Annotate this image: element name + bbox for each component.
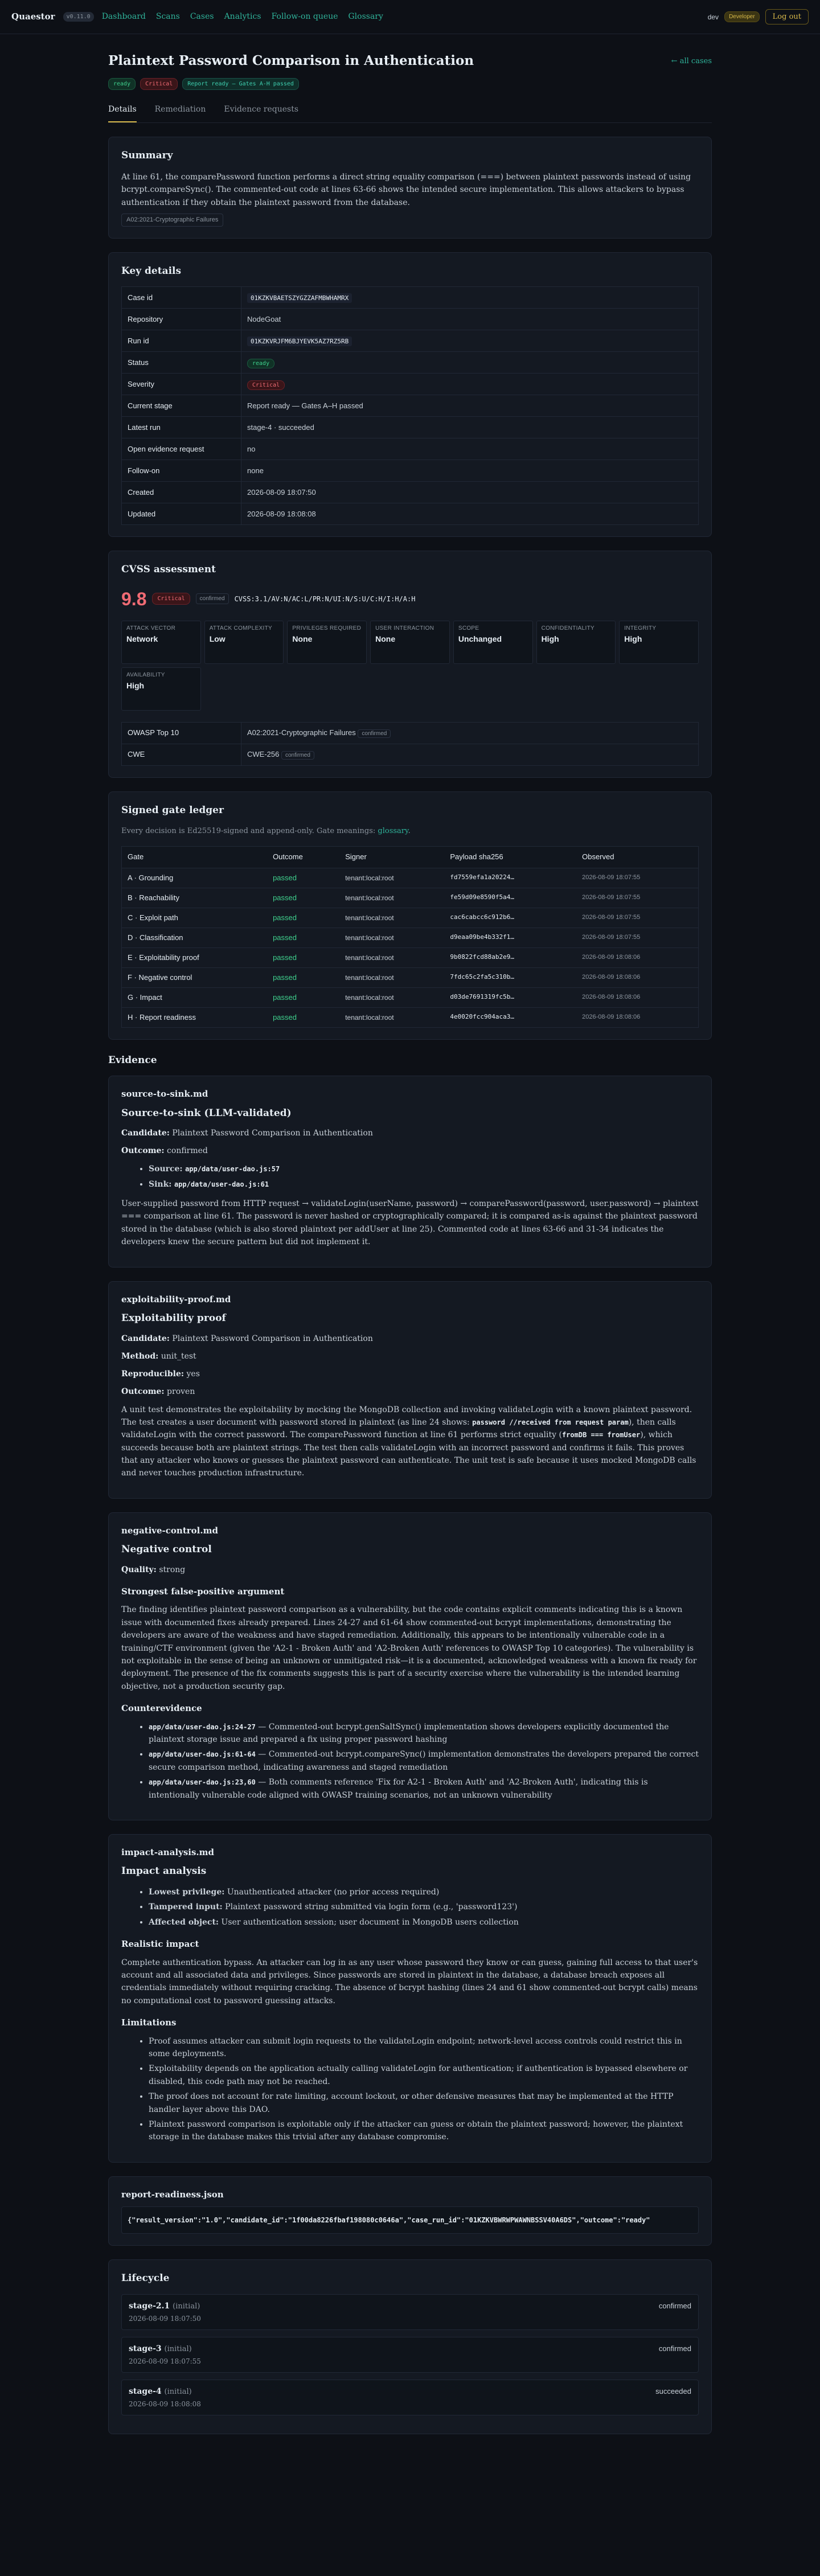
evidence-filename: source-to-sink.md [121, 1089, 208, 1100]
gate-observed: 2026-08-09 18:08:06 [576, 987, 698, 1007]
body-text: Plaintext password string submitted via login form (e.g., 'password123') [222, 1902, 518, 1912]
table-row [122, 395, 699, 417]
table-row [122, 868, 699, 888]
key-details-table [121, 286, 699, 525]
field-label: Outcome: [121, 1387, 165, 1396]
field-label: Outcome: [121, 1146, 165, 1156]
evidence-filename: impact-analysis.md [121, 1847, 214, 1857]
table-row [122, 352, 699, 374]
field-label: Method: [121, 1351, 159, 1361]
ledger-header-row [122, 846, 699, 868]
body-text: — Commented-out bcrypt.compareSync() implementation demonstrates the developers prepared the correct secure comparison method, indicating awareness and staged remediation [149, 1750, 699, 1772]
fp-text: The finding identifies plaintext password comparison as a vulnerability, but the code contains explicit comments indicating this is a known issue with documented fixes already prepared. Lines 24-27 and 61-64 show commented-out bcrypt implementations, demonstrating the developers are aware of the weakness and have staged remediation. Additionally, this appears to be intentionally vulnerable code in a training/CTF environment (given the 'A2-1 - Broken Auth' and 'A2-Broken Auth' references to OWASP Top 10 categories). The vulnerability is not exploitable in the sense of being an unknown or unmitigated risk—it is a documented, acknowledged weakness with a known fix ready for deployment. The presence of the fix comments suggests this is part of a security exercise where the vulnerability is the intended learning objective, not a production security gap. [121, 1605, 697, 1691]
metric-label: CONFIDENTIALITY [541, 625, 594, 631]
table-row [122, 482, 699, 503]
table-row [122, 888, 699, 908]
top-nav [0, 0, 820, 34]
lifecycle-card [108, 2259, 712, 2434]
lifecycle-time: 2026-08-09 18:07:50 [129, 2314, 201, 2323]
nav-links [102, 11, 383, 23]
list-item [149, 1748, 699, 1774]
source-location: app/data/user-dao.js:57 [185, 1165, 280, 1174]
field-label: Quality: [121, 1565, 157, 1574]
list-item [149, 1776, 699, 1802]
metric-label: USER INTERACTION [375, 625, 434, 631]
evidence-filename: report-readiness.json [121, 2189, 224, 2200]
lifecycle-item [121, 2337, 699, 2373]
lifecycle-initial: (initial) [164, 2344, 192, 2353]
gate-payload-hash: fd7559efa1a20224… [444, 868, 576, 888]
created-value: 2026-08-09 18:07:50 [241, 482, 699, 503]
table-row [122, 967, 699, 987]
lifecycle-status: confirmed [658, 2301, 691, 2310]
cwe-value: CWE-256 [247, 750, 280, 759]
updated-value: 2026-08-09 18:08:08 [241, 503, 699, 525]
reproducible-value: yes [186, 1369, 200, 1379]
field-label: Candidate: [121, 1129, 170, 1138]
body-text: A unit test demonstrates the exploitability by mocking the MongoDB collection and invoking validateLogin with a known plaintext password. The test creates a user document with password stored in plaintext (as line 24 shows: [121, 1405, 692, 1427]
evidence-impact-analysis [108, 1834, 712, 2163]
gate-name: F · Negative control [122, 967, 268, 987]
gate-name: A · Grounding [122, 868, 268, 888]
metric-scope [453, 621, 533, 664]
field-label: Affected object: [149, 1917, 219, 1927]
open-evidence-value: no [241, 438, 699, 460]
col-payload: Payload sha256 [444, 846, 576, 868]
gate-observed: 2026-08-09 18:08:06 [576, 947, 698, 967]
metric-value: High [126, 680, 145, 690]
kv-key: Open evidence request [122, 438, 241, 460]
owasp-value: A02:2021-Cryptographic Failures [247, 728, 356, 737]
lifecycle-time: 2026-08-09 18:07:55 [129, 2357, 201, 2365]
cwe-confirmed-badge: confirmed [281, 751, 314, 760]
lifecycle-initial: (initial) [164, 2387, 192, 2396]
ledger-heading: Signed gate ledger [121, 804, 224, 816]
counterevidence-heading: Counterevidence [121, 1703, 202, 1714]
lifecycle-initial: (initial) [173, 2302, 200, 2311]
metric-label: SCOPE [458, 625, 479, 631]
table-row [122, 1007, 699, 1027]
gate-signer: tenant:local:root [339, 908, 444, 928]
follow-on-value: none [241, 460, 699, 482]
sink-location: app/data/user-dao.js:61 [174, 1180, 269, 1188]
cvss-metrics [121, 621, 699, 664]
nav-link-glossary[interactable]: Glossary [348, 12, 383, 21]
lifecycle-stage: stage-4 [129, 2386, 162, 2396]
cvss-severity-badge: Critical [152, 593, 190, 605]
gate-payload-hash: d9eaa09be4b332f1… [444, 928, 576, 947]
table-row [122, 722, 699, 744]
metric-user-interaction [370, 621, 450, 664]
cvss-confirmed-badge: confirmed [196, 593, 229, 604]
gate-outcome: passed [267, 967, 339, 987]
candidate-value: Plaintext Password Comparison in Authentication [172, 1129, 373, 1138]
cvss-score: 9.8 [121, 588, 147, 609]
list-item: • Plaintext password comparison is exploitable only if the attacker can guess or obtain the plaintext password; however, the plaintext storage in the database makes this trivial after any database compromise. [149, 2118, 699, 2144]
gate-outcome: passed [267, 888, 339, 908]
body-text: User authentication session; user document in MongoDB users collection [219, 1917, 519, 1927]
evidence-title: Impact analysis [121, 1865, 207, 1877]
role-badge: Developer [724, 11, 760, 22]
gate-name: C · Exploit path [122, 908, 268, 928]
col-outcome: Outcome [267, 846, 339, 868]
cvss-heading: CVSS assessment [121, 564, 216, 576]
metric-label: PRIVILEGES REQUIRED [292, 625, 362, 631]
table-row [122, 928, 699, 947]
kv-key: Repository [122, 309, 241, 330]
outcome-value: confirmed [167, 1146, 208, 1156]
metric-attack-complexity [204, 621, 284, 664]
field-label: Reproducible: [121, 1369, 184, 1379]
latest-run-value: stage-4 · succeeded [241, 417, 699, 438]
realistic-impact-text: Complete authentication bypass. An attacker can log in as any user whose password they know or can guess, gaining full access to that user's account and all associated data and privileges. Since passwords are stored in plaintext in the database, a database breach exposes all credentials immediately without requiring cracking. The absence of bcrypt hashing (lines 24 and 61 show commented-out bcrypt calls) means no computational cost to password guessing attacks. [121, 1958, 698, 2005]
metric-value: None [375, 634, 396, 643]
cvss-vector: CVSS:3.1/AV:N/AC:L/PR:N/UI:N/S:U/C:H/I:H/A:H [234, 594, 416, 603]
field-label: Lowest privilege: [149, 1887, 225, 1897]
kv-key: Run id [122, 330, 241, 352]
field-label: Candidate: [121, 1334, 170, 1343]
metric-value: Network [126, 634, 158, 643]
inline-code: password //received from request param [472, 1418, 629, 1426]
gate-signer: tenant:local:root [339, 967, 444, 987]
gate-observed: 2026-08-09 18:07:55 [576, 868, 698, 888]
severity-badge: Critical [140, 78, 178, 90]
ledger-desc: Every decision is Ed25519-signed and append-only. Gate meanings: [121, 827, 376, 836]
evidence-filename: exploitability-proof.md [121, 1294, 231, 1305]
table-row [122, 987, 699, 1007]
list-item [149, 1163, 699, 1175]
version-badge: v0.11.0 [63, 12, 94, 22]
evidence-title: Negative control [121, 1544, 212, 1556]
gate-observed: 2026-08-09 18:08:06 [576, 1007, 698, 1027]
evidence-negative-control [108, 1512, 712, 1820]
evidence-body: User-supplied password from HTTP request → validateLogin(userName, password) → comparePassword(password, user.password) → plaintext === comparison at line 61. The password is never hashed or cryptographically compared; it is compared as-is against the plaintext password stored in the database (which is also stored plaintext per addUser at line 25). Commented code at lines 63-66 and 31-34 indicates the developers knew the secure pattern but did not implement it. [121, 1199, 699, 1247]
stage-badge: Report ready — Gates A-H passed [182, 78, 299, 90]
list-item [149, 1901, 699, 1913]
evidence-title: Source-to-sink (LLM-validated) [121, 1107, 292, 1119]
col-gate: Gate [122, 846, 268, 868]
gate-signer: tenant:local:root [339, 947, 444, 967]
kv-key: Latest run [122, 417, 241, 438]
metric-availability [121, 667, 201, 711]
body-text: ), then calls validateLogin with the correct password. The comparePassword function at line 61 performs strict equality ( [121, 1417, 676, 1440]
table-row [122, 287, 699, 309]
gate-outcome: passed [267, 987, 339, 1007]
kv-key: Follow-on [122, 460, 241, 482]
metric-value: High [541, 634, 559, 643]
kv-key: CWE [122, 744, 241, 765]
gate-name: E · Exploitability proof [122, 947, 268, 967]
table-row [122, 460, 699, 482]
page-title: Plaintext Password Comparison in Authentication [108, 53, 474, 68]
list-item: • Proof assumes attacker can submit login requests to the validateLogin endpoint; network-level access controls could restrict this in some deployments. [149, 2035, 699, 2061]
gate-signer: tenant:local:root [339, 987, 444, 1007]
evidence-source-to-sink [108, 1076, 712, 1267]
fp-heading: Strongest false-positive argument [121, 1586, 285, 1597]
lifecycle-item [121, 2380, 699, 2415]
evidence-body [121, 1404, 699, 1480]
tab-evidence-requests[interactable]: Evidence requests [224, 104, 299, 114]
inline-code: fromDB === fromUser [561, 1431, 641, 1439]
tab-remediation[interactable]: Remediation [154, 104, 206, 114]
metric-value: Unchanged [458, 634, 502, 643]
summary-text: At line 61, the comparePassword function performs a direct string equality comparison (===) between plaintext passwords instead of using bcrypt.compareSync(). The commented-out code at lines 63-66 shows the intended secure implementation. This allows attackers to bypass authentication if they obtain the plaintext password from the database. [121, 173, 691, 207]
metric-integrity [619, 621, 699, 664]
gate-name: B · Reachability [122, 888, 268, 908]
gate-signer: tenant:local:root [339, 868, 444, 888]
field-label: Source: [149, 1164, 183, 1174]
metric-label: AVAILABILITY [126, 671, 165, 678]
metric-privileges-required [287, 621, 367, 664]
repository-value: NodeGoat [241, 309, 699, 330]
kv-key: Severity [122, 374, 241, 395]
field-label: Sink: [149, 1179, 172, 1189]
evidence-exploitability-proof [108, 1281, 712, 1499]
brand-logo[interactable]: Quaestor [11, 11, 55, 22]
gate-name: D · Classification [122, 928, 268, 947]
ledger-card: Signed gate ledger Every decision is Ed25519-signed and append-only. Gate meanings: glossary. Gate Outcome Signer Payload sha256 Observed A · Grounding passed tenant:local:root fd7559efa1a20224… 2026-08-09 18:07:55 B · Reachability passed tenant:local:root fe59d09e8590f5a4… 2026-08-09 18:07:55 C · Exploit path passed tenant:local:root cac6cabcc6c912b6… 2026-08-09 18:07:55 D · Classification passed tenant:local:root d9eaa09be4b332f1… 2026-08-09 18:07:55 E · Exploitability proof passed tenant:local:root 9b0822fcd88ab2e9… 2026-08-09 18:08:06 F · Negative control passed tenant:local:root 7fdc65c2fa5c310b… 2026-08-09 18:08:06 G · Impact passed tenant:local:root d03de7691319fc5b… 2026-08-09 18:08:06 H · Report readiness passed tenant:local:root 4e0020fcc904aca3… 2026-08-09 18:08:06 [108, 791, 712, 1040]
table-row [122, 744, 699, 765]
ledger-table [121, 846, 699, 1028]
inline-code: app/data/user-dao.js:24-27 [149, 1722, 256, 1731]
gate-payload-hash: 7fdc65c2fa5c310b… [444, 967, 576, 987]
lifecycle-heading: Lifecycle [121, 2273, 170, 2284]
nav-link-follow-on[interactable]: Follow-on queue [271, 12, 338, 21]
table-row [122, 438, 699, 460]
nav-link-analytics[interactable]: Analytics [224, 12, 261, 21]
lifecycle-status: succeeded [655, 2386, 691, 2395]
quality-value: strong [159, 1565, 186, 1574]
cvss-card [108, 551, 712, 778]
key-details-heading: Key details [121, 265, 182, 277]
table-row [122, 908, 699, 928]
inline-code: app/data/user-dao.js:61-64 [149, 1750, 256, 1759]
evidence-heading: Evidence [108, 1054, 157, 1066]
body-text: Unauthenticated attacker (no prior access required) [224, 1887, 440, 1897]
summary-card [108, 137, 712, 239]
owasp-tag: A02:2021-Cryptographic Failures [121, 214, 223, 227]
realistic-impact-heading: Realistic impact [121, 1939, 199, 1950]
gate-outcome: passed [267, 928, 339, 947]
gate-name: H · Report readiness [122, 1007, 268, 1027]
status-value: ready [247, 359, 274, 368]
gate-outcome: passed [267, 908, 339, 928]
summary-heading: Summary [121, 149, 173, 161]
json-viewer[interactable]: {"result_version":"1.0","candidate_id":"1f00da8226fbaf198080c0646a","case_run_id":"01KZKVBWRWPWAWNBSSV40A6DS","outcome":"ready" [121, 2206, 699, 2234]
gate-name: G · Impact [122, 987, 268, 1007]
table-row [122, 503, 699, 525]
list-item: • Exploitability depends on the application actually calling validateLogin for authentication; if authentication is bypassed elsewhere or disabled, this code path may not be reached. [149, 2062, 699, 2088]
status-badge: ready [108, 78, 136, 90]
evidence-filename: negative-control.md [121, 1525, 218, 1536]
list-item [149, 1916, 699, 1929]
gate-observed: 2026-08-09 18:07:55 [576, 928, 698, 947]
owasp-confirmed-badge: confirmed [358, 729, 391, 738]
col-observed: Observed [576, 846, 698, 868]
metric-value: Low [209, 634, 226, 643]
lifecycle-item [121, 2294, 699, 2330]
lifecycle-time: 2026-08-09 18:08:08 [129, 2399, 201, 2408]
key-details-card [108, 252, 712, 538]
evidence-title: Exploitability proof [121, 1312, 226, 1324]
kv-key: Case id [122, 287, 241, 309]
metric-value: High [624, 634, 642, 643]
kv-key: Current stage [122, 395, 241, 417]
case-id-value: 01KZKVBAETSZYGZZAFMBWHAMRX [247, 293, 352, 303]
gate-outcome: passed [267, 947, 339, 967]
method-value: unit_test [161, 1351, 196, 1361]
severity-value: Critical [247, 380, 285, 390]
kv-key: Created [122, 482, 241, 503]
kv-key: Status [122, 352, 241, 374]
logout-button[interactable]: Log out [765, 9, 809, 24]
table-row [122, 947, 699, 967]
tab-details[interactable]: Details [108, 100, 137, 122]
body-text: — Commented-out bcrypt.genSaltSync() implementation shows developers explicitly documented the plaintext storage issue and prepared a fix using proper password hashing [149, 1722, 669, 1744]
gate-outcome: passed [267, 1007, 339, 1027]
table-row [122, 374, 699, 395]
back-link[interactable]: ← all cases [671, 57, 712, 65]
gate-payload-hash: d03de7691319fc5b… [444, 987, 576, 1007]
outcome-value: proven [167, 1387, 195, 1396]
table-row [122, 330, 699, 352]
metric-attack-vector [121, 621, 201, 664]
kv-key: OWASP Top 10 [122, 722, 241, 744]
field-label: Tampered input: [149, 1902, 223, 1912]
gate-payload-hash: 4e0020fcc904aca3… [444, 1007, 576, 1027]
list-item: • The proof does not account for rate limiting, account lockout, or other defensive measures that may be implemented at the HTTP handler layer above this DAO. [149, 2090, 699, 2116]
current-stage-value: Report ready — Gates A–H passed [241, 395, 699, 417]
limitations-heading: Limitations [121, 2017, 177, 2028]
user-name: dev [707, 13, 719, 21]
gate-payload-hash: cac6cabcc6c912b6… [444, 908, 576, 928]
lifecycle-stage: stage-2.1 [129, 2301, 170, 2311]
gate-observed: 2026-08-09 18:07:55 [576, 908, 698, 928]
nav-link-dashboard[interactable]: Dashboard [101, 12, 146, 21]
table-row [122, 309, 699, 330]
gate-outcome: passed [267, 868, 339, 888]
body-text: — Both comments reference 'Fix for A2-1 - Broken Auth' and 'A2-Broken Auth', indicating this is intentionally vulnerable code aligned with OWASP training scenarios, not an unknown vulnerability [149, 1778, 648, 1800]
kv-key: Updated [122, 503, 241, 525]
gate-signer: tenant:local:root [339, 928, 444, 947]
gate-observed: 2026-08-09 18:07:55 [576, 888, 698, 908]
gate-signer: tenant:local:root [339, 888, 444, 908]
list-item [149, 1721, 699, 1746]
metric-label: ATTACK VECTOR [126, 625, 176, 631]
cvss-classification-table [121, 722, 699, 766]
gate-signer: tenant:local:root [339, 1007, 444, 1027]
table-row [122, 417, 699, 438]
col-signer: Signer [339, 846, 444, 868]
evidence-report-readiness [108, 2176, 712, 2246]
metric-value: None [292, 634, 313, 643]
run-id-value: 01KZKVRJFM6BJYEVK5AZ7RZ5RB [247, 337, 352, 346]
tab-bar [108, 100, 712, 123]
gate-payload-hash: 9b0822fcd88ab2e9… [444, 947, 576, 967]
inline-code: app/data/user-dao.js:23,60 [149, 1778, 256, 1787]
candidate-value: Plaintext Password Comparison in Authentication [172, 1334, 373, 1343]
metric-label: INTEGRITY [624, 625, 657, 631]
lifecycle-status: confirmed [658, 2344, 691, 2353]
nav-link-cases[interactable]: Cases [190, 12, 214, 21]
nav-link-scans[interactable]: Scans [155, 12, 180, 21]
lifecycle-stage: stage-3 [129, 2344, 162, 2353]
gate-payload-hash: fe59d09e8590f5a4… [444, 888, 576, 908]
list-item [149, 1178, 699, 1191]
glossary-link[interactable]: glossary [378, 827, 408, 836]
gate-observed: 2026-08-09 18:08:06 [576, 967, 698, 987]
metric-label: ATTACK COMPLEXITY [209, 625, 273, 631]
metric-confidentiality [536, 621, 616, 664]
list-item [149, 1886, 699, 1898]
body-text: ), which succeeds because both are plaintext strings. The test then calls validateLogin with an incorrect password and confirms it fails. This proves that any attacker who knows or guesses the plaintext password can authenticate. The unit test is safe because it uses mocked MongoDB calls and never touches production infrastructure. [121, 1430, 696, 1478]
